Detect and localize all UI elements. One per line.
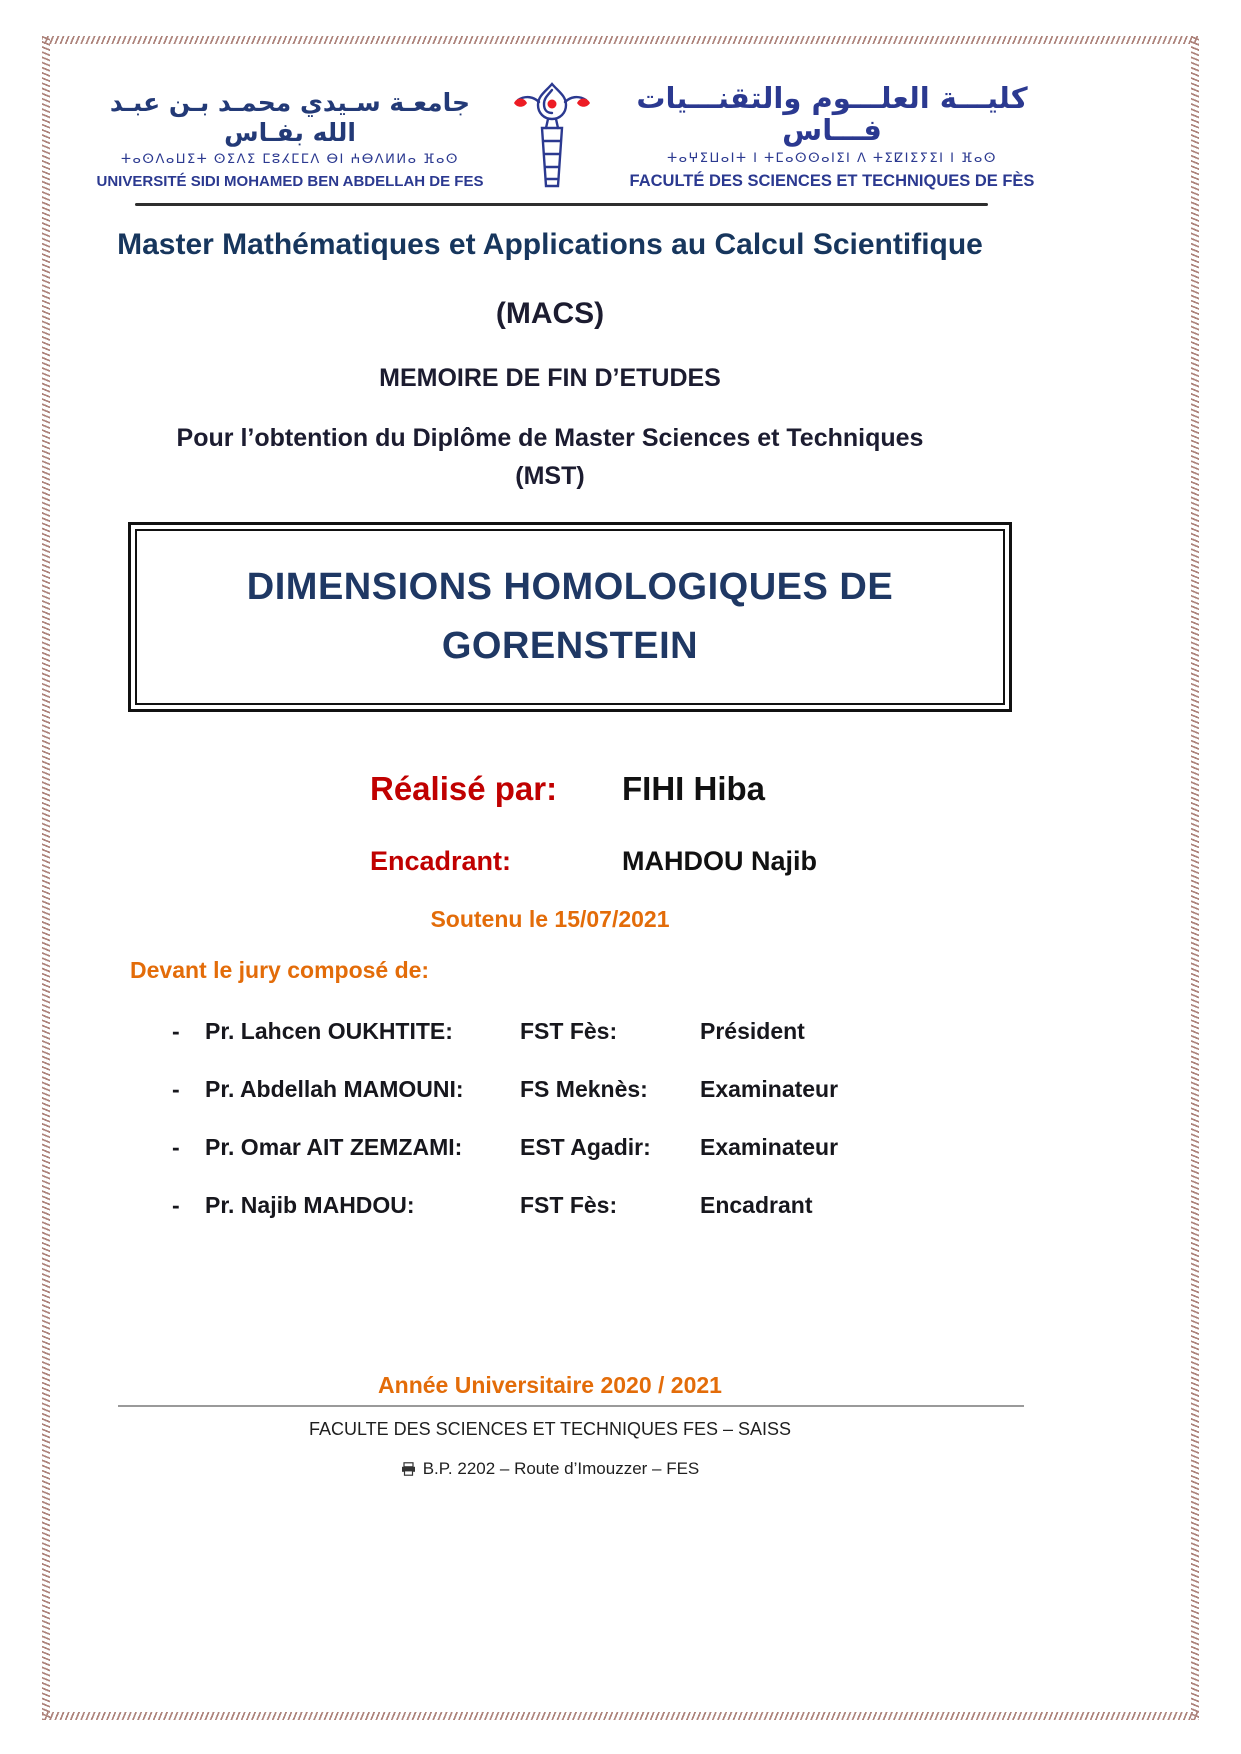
jury-member-name: Pr. Abdellah MAMOUNI: — [205, 1076, 464, 1102]
university-name-arabic: جامعـة سـيدي محمـد بـن عبـد الله بفـاس — [109, 88, 471, 147]
border-edge-right — [1191, 36, 1199, 1720]
university-logo — [502, 80, 602, 201]
university-name-tifinagh: ⵜⴰⵙⴷⴰⵡⵉⵜ ⵙⵉⴷⵉ ⵎⵓⵃⵎⵎⴷ ⴱⵏ ⵄⴱⴷⵍⵍⴰ ⴼⴰⵙ — [121, 152, 459, 167]
jury-bullet: - — [172, 1018, 180, 1044]
border-edge-top — [42, 36, 1199, 44]
program-acronym: (MACS) — [495, 297, 605, 330]
jury-member-row — [0, 1192, 1241, 1222]
jury-member-role: Examinateur — [700, 1076, 839, 1102]
master-program-title: Master Mathématiques et Applications au Calcul Scientifique — [117, 228, 983, 261]
university-name-latin: UNIVERSITÉ SIDI MOHAMED BEN ABDELLAH DE FES — [96, 173, 484, 190]
jury-member-role: Examinateur — [700, 1134, 839, 1160]
jury-member-row — [0, 1018, 1241, 1048]
defense-date: Soutenu le 15/07/2021 — [430, 906, 670, 932]
jury-member-row — [0, 1134, 1241, 1164]
supervisor-label: Encadrant: — [370, 846, 512, 876]
university-emblem-graphic — [504, 80, 600, 196]
thesis-title-line1: DIMENSIONS HOMOLOGIQUES DE — [246, 566, 894, 608]
jury-member-institution: EST Agadir: — [520, 1134, 651, 1160]
jury-heading: Devant le jury composé de: — [130, 957, 430, 983]
thesis-title-box — [128, 522, 1012, 712]
academic-year: Année Universitaire 2020 / 2021 — [378, 1372, 722, 1398]
footer-divider — [118, 1405, 1024, 1407]
header — [0, 80, 1241, 210]
thesis-title-line2: GORENSTEIN — [441, 625, 699, 667]
jury-member-name: Pr. Omar AIT ZEMZAMI: — [205, 1134, 463, 1160]
jury-member-role: Encadrant — [700, 1192, 813, 1218]
footer-faculty-line: FACULTE DES SCIENCES ET TECHNIQUES FES – SAISS — [308, 1419, 792, 1439]
jury-bullet: - — [172, 1134, 180, 1160]
jury-member-name: Pr. Lahcen OUKHTITE: — [205, 1018, 453, 1044]
footer-address — [0, 1459, 1100, 1481]
jury-member-institution: FS Meknès: — [520, 1076, 648, 1102]
jury-bullet: - — [172, 1192, 180, 1218]
jury-member-institution: FST Fès: — [520, 1018, 618, 1044]
author-label: Réalisé par: — [370, 770, 558, 807]
faculty-block — [606, 82, 1058, 191]
thesis-title-inner-frame — [135, 529, 1005, 705]
jury-member-name: Pr. Najib MAHDOU: — [205, 1192, 415, 1218]
footer-address-text: B.P. 2202 – Route d’Imouzzer – FES — [422, 1459, 700, 1478]
author-name: FIHI Hiba — [622, 770, 766, 807]
jury-member-role: Président — [700, 1018, 805, 1044]
jury-member-institution: FST Fès: — [520, 1192, 618, 1218]
border-edge-bottom — [42, 1712, 1199, 1720]
jury-bullet: - — [172, 1076, 180, 1102]
faculty-name-tifinagh: ⵜⴰⵖⵉⵡⴰⵏⵜ ⵏ ⵜⵎⴰⵙⵙⴰⵏⵉⵏ ⴷ ⵜⵉⵇⵏⵉⵢⵉⵏ ⵏ ⴼⴰⵙ — [667, 150, 997, 166]
supervisor-name: MAHDOU Najib — [622, 846, 817, 876]
diploma-purpose-line: Pour l’obtention du Diplôme de Master Sciences et Techniques — [176, 424, 924, 452]
mst-acronym: (MST) — [515, 462, 585, 490]
header-divider — [135, 203, 988, 206]
faculty-name-latin: FACULTÉ DES SCIENCES ET TECHNIQUES DE FÈS — [629, 171, 1035, 190]
fax-icon — [401, 1461, 416, 1481]
jury-member-row — [0, 1076, 1241, 1106]
memoire-heading: MEMOIRE DE FIN D’ETUDES — [379, 364, 721, 392]
university-block — [86, 88, 494, 190]
faculty-name-arabic: كليـــة العلـــوم والتقنـــيات فـــاس — [636, 81, 1028, 148]
